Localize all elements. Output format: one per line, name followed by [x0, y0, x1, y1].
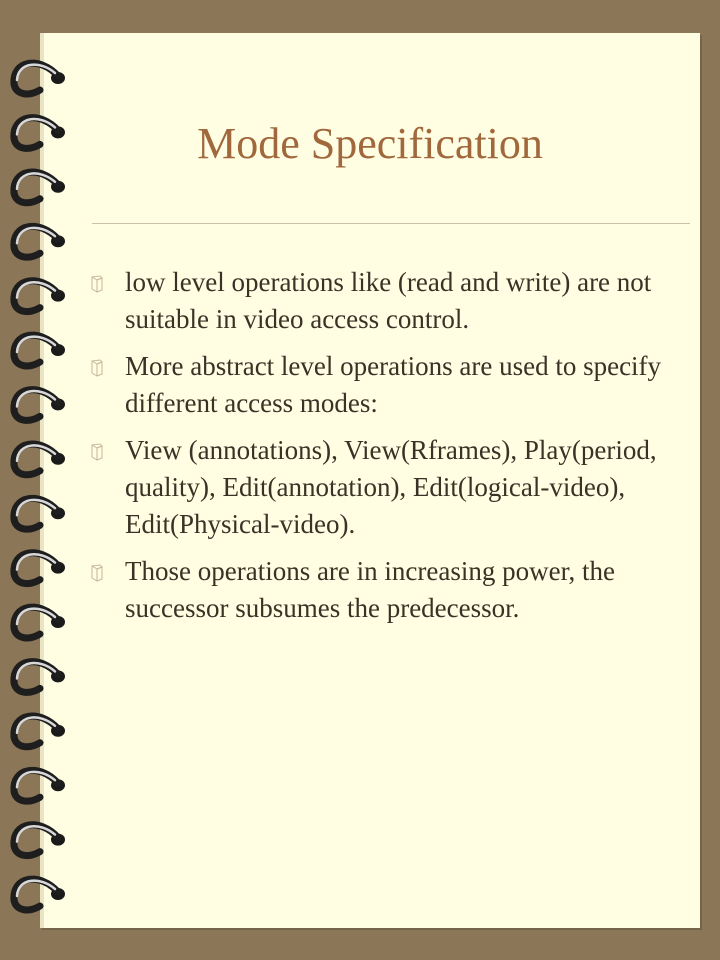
bullet-item [80, 264, 680, 338]
spiral-ring-icon [14, 444, 65, 475]
bullet-item [80, 348, 680, 422]
bullet-text: More abstract level operations are used to specify different access modes: [125, 351, 662, 418]
bullet-text: View (annotations), View(Rframes), Play(period, quality), Edit(annotation), Edit(logical-video), Edit(Physical-video). [125, 435, 657, 539]
bullet-item [80, 432, 680, 543]
title-divider [92, 223, 690, 224]
spiral-ring-icon [14, 825, 65, 856]
spiral-ring-icon [14, 498, 65, 529]
spiral-ring-icon [14, 553, 65, 584]
spiral-ring-icon [14, 879, 65, 910]
spiral-ring-icon [14, 335, 65, 366]
spiral-ring-icon [14, 662, 65, 693]
bullet-item [80, 553, 680, 627]
slide-title: Mode Specification [197, 119, 543, 168]
spiral-ring-icon [14, 716, 65, 747]
checkbox-tick-icon [88, 443, 106, 461]
bullet-list [80, 264, 680, 637]
checkbox-tick-icon [88, 359, 106, 377]
bullet-text: low level operations like (read and write) are not suitable in video access control. [125, 267, 652, 334]
spiral-ring-icon [14, 607, 65, 638]
spiral-ring-icon [14, 226, 65, 257]
spiral-ring-icon [14, 281, 65, 312]
checkbox-tick-icon [88, 275, 106, 293]
spiral-ring-icon [14, 390, 65, 421]
spiral-ring-icon [14, 770, 65, 801]
spiral-ring-icon [14, 63, 65, 94]
spiral-ring-icon [14, 172, 65, 203]
checkbox-tick-icon [88, 564, 106, 582]
bullet-text: Those operations are in increasing power, the successor subsumes the predecessor. [125, 556, 615, 623]
